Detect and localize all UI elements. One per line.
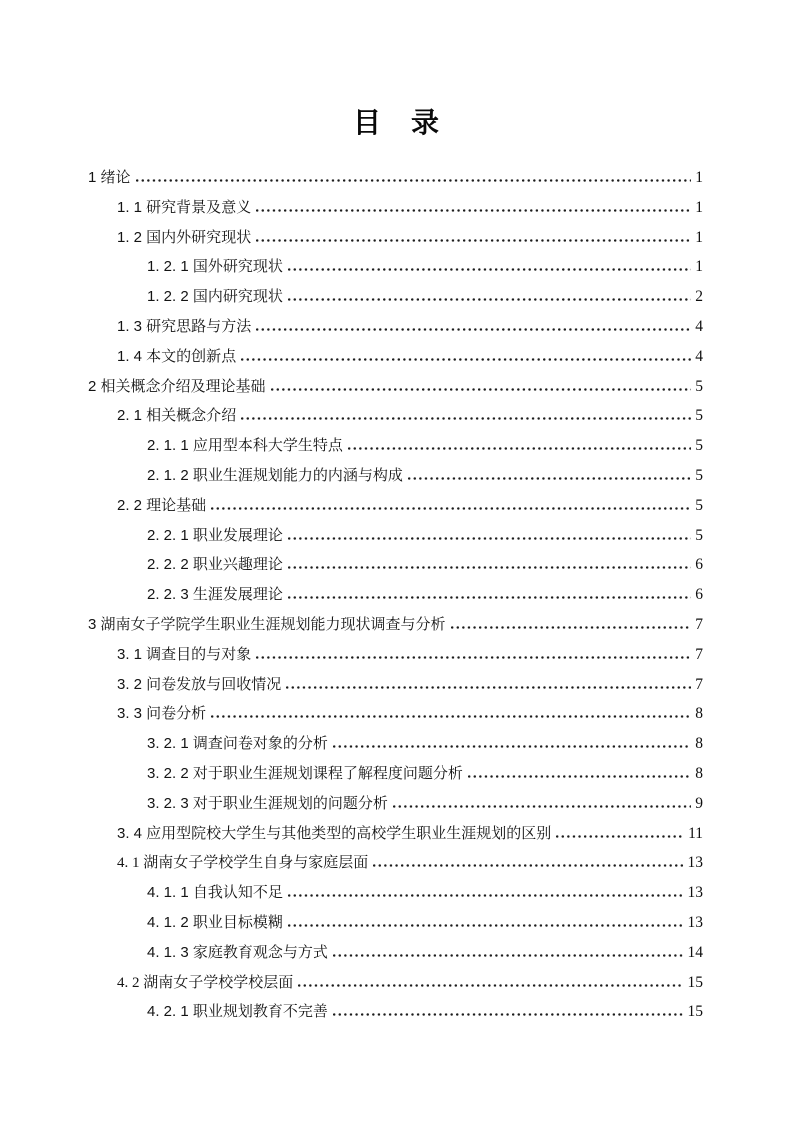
- toc-entry[interactable]: [88, 401, 703, 431]
- toc-entry-text: 4. 2 湖南女子学校: [117, 974, 234, 991]
- toc-entry-page: 5: [695, 466, 703, 484]
- dot-leader: [211, 507, 691, 510]
- dot-leader: [288, 537, 691, 540]
- toc-entry-label: [117, 848, 368, 879]
- toc-entry-label: [147, 729, 328, 759]
- toc-entry-page: 1: [695, 169, 703, 186]
- toc-list: [88, 163, 703, 1027]
- toc-entry[interactable]: [88, 312, 703, 342]
- toc-entry[interactable]: [88, 372, 703, 402]
- toc-entry-label: [117, 670, 281, 700]
- toc-entry-label: [147, 461, 403, 491]
- toc-entry-page: 13: [687, 854, 703, 872]
- toc-entry-label: [117, 968, 293, 999]
- toc-entry-text: 4. 2. 1 职业规划教育不完善: [147, 1003, 328, 1021]
- toc-entry[interactable]: [88, 491, 703, 521]
- dot-leader: [408, 477, 691, 480]
- toc-entry[interactable]: [88, 759, 703, 789]
- toc-entry-text: 1 绪论: [88, 169, 131, 186]
- toc-entry-text: 2. 1. 2 职业生涯规划能力的内涵与构成: [147, 466, 403, 484]
- toc-entry-text: 3. 2. 3 对于职业生涯规划的问题分析: [147, 794, 388, 812]
- toc-entry[interactable]: [88, 431, 703, 461]
- toc-entry-label: [147, 580, 283, 610]
- page-title: 目 录: [352, 107, 440, 138]
- dot-leader: [348, 447, 691, 450]
- toc-entry-page: 5: [695, 377, 703, 395]
- toc-entry-label: [147, 878, 283, 908]
- toc-entry[interactable]: [88, 223, 703, 253]
- toc-entry-page: 7: [695, 645, 703, 663]
- toc-entry-page: 13: [687, 884, 703, 902]
- toc-entry-text: 4. 1. 1 自我认知不足: [147, 884, 283, 902]
- toc-entry-page: 15: [687, 973, 703, 991]
- toc-entry-label: [117, 312, 251, 342]
- toc-entry-label: [117, 401, 236, 431]
- toc-entry-label: [147, 431, 343, 461]
- toc-entry[interactable]: [88, 610, 703, 640]
- dot-leader: [468, 775, 691, 778]
- toc-entry[interactable]: [88, 789, 703, 819]
- toc-entry-page: 5: [695, 407, 703, 425]
- toc-entry-page: 2: [695, 288, 703, 306]
- dot-leader: [136, 179, 692, 182]
- toc-entry-text: 2. 2. 3 生涯发展理论: [147, 586, 283, 604]
- toc-entry-page: 13: [687, 913, 703, 931]
- dot-leader: [288, 924, 684, 927]
- toc-entry-label: [147, 521, 283, 551]
- toc-entry-page: 11: [688, 824, 703, 842]
- toc-entry-label: [117, 640, 251, 670]
- toc-entry-text: 2. 1. 1 应用型本科大学生特点: [147, 437, 343, 455]
- toc-entry[interactable]: [88, 252, 703, 282]
- toc-entry-page: 5: [695, 526, 703, 544]
- toc-entry-page: 1: [695, 198, 703, 216]
- toc-entry[interactable]: [88, 670, 703, 700]
- toc-entry[interactable]: [88, 968, 703, 998]
- toc-entry[interactable]: [88, 550, 703, 580]
- toc-entry-page: 7: [695, 615, 703, 633]
- toc-entry-text: 1. 1 研究背景及意义: [117, 198, 252, 216]
- dot-leader: [288, 596, 691, 599]
- toc-entry-text: 1. 2 国内外研究现状: [117, 228, 252, 246]
- toc-entry-label: [147, 938, 328, 968]
- toc-entry-page: 4: [695, 317, 703, 335]
- toc-entry-label: [117, 491, 206, 521]
- dot-leader: [256, 209, 691, 212]
- dot-leader: [298, 984, 683, 987]
- toc-entry-text: 1. 2. 1 国外研究现状: [147, 258, 283, 276]
- toc-entry-label: [88, 610, 446, 640]
- toc-entry-label: [147, 759, 463, 789]
- dot-leader: [393, 805, 691, 808]
- toc-entry-text: 2 相关概念介绍及理论基础: [88, 377, 266, 395]
- toc-entry-page: 6: [695, 586, 703, 604]
- toc-entry-text: 4. 1. 3 家庭教育观念与方式: [147, 943, 328, 961]
- dot-leader: [556, 835, 684, 838]
- toc-entry[interactable]: [88, 193, 703, 223]
- toc-entry-text: 1. 3 研究思路与方法: [117, 317, 252, 335]
- dot-leader: [333, 1013, 684, 1016]
- dot-leader: [241, 358, 691, 361]
- toc-entry-page: 6: [695, 556, 703, 574]
- toc-entry-page: 9: [695, 794, 703, 812]
- dot-leader: [288, 298, 691, 301]
- toc-entry-label: [147, 252, 283, 282]
- toc-entry-text: 学生自身与家庭层面: [233, 854, 369, 872]
- toc-entry-label: [117, 223, 251, 253]
- toc-entry-page: 8: [695, 735, 703, 753]
- toc-entry-label: [117, 342, 236, 372]
- dot-leader: [211, 715, 691, 718]
- dot-leader: [288, 268, 691, 271]
- toc-entry-page: 8: [695, 764, 703, 782]
- toc-entry[interactable]: [88, 699, 703, 729]
- toc-entry-text: 3. 2. 2 对于职业生涯规划课程了解程度问题分析: [147, 764, 463, 782]
- dot-leader: [256, 656, 691, 659]
- dot-leader: [286, 686, 691, 689]
- toc-entry-label: [147, 908, 283, 938]
- toc-entry-text: 3. 2. 1 调查问卷对象的分析: [147, 735, 328, 753]
- dot-leader: [256, 328, 691, 331]
- toc-entry[interactable]: [88, 282, 703, 312]
- toc-entry-page: 1: [695, 258, 703, 276]
- toc-entry-text: 2. 2. 1 职业发展理论: [147, 526, 283, 544]
- toc-entry-page: 8: [695, 705, 703, 723]
- dot-leader: [241, 417, 691, 420]
- toc-entry-text: 3. 4 应用型院校大学生与其他类型的高校学生职业生涯规划的区别: [117, 824, 552, 842]
- toc-entry-label: [88, 372, 266, 402]
- dot-leader: [271, 388, 692, 391]
- toc-entry-text: 1. 4 本文的创新点: [117, 347, 237, 365]
- toc-entry-page: 7: [695, 675, 703, 693]
- toc-entry-text: 3. 1 调查目的与对象: [117, 645, 252, 663]
- toc-entry-text: 2. 2. 2 职业兴趣理论: [147, 556, 283, 574]
- toc-entry-text: 3. 3 问卷分析: [117, 705, 207, 723]
- dot-leader: [333, 745, 691, 748]
- toc-entry-label: [88, 163, 131, 193]
- toc-entry[interactable]: [88, 819, 703, 849]
- dot-leader: [288, 894, 684, 897]
- dot-leader: [451, 626, 692, 629]
- toc-entry-text: 1. 2. 2 国内研究现状: [147, 288, 283, 306]
- toc-entry[interactable]: [88, 342, 703, 372]
- toc-entry[interactable]: [88, 908, 703, 938]
- toc-entry-label: [147, 997, 328, 1027]
- toc-entry[interactable]: [88, 938, 703, 968]
- dot-leader: [373, 864, 683, 867]
- toc-entry-text: 学校层面: [233, 973, 294, 991]
- toc-entry[interactable]: [88, 729, 703, 759]
- toc-entry-page: 5: [695, 496, 703, 514]
- toc-entry[interactable]: [88, 640, 703, 670]
- toc-entry[interactable]: [88, 163, 703, 193]
- toc-entry-label: [117, 699, 206, 729]
- dot-leader: [256, 239, 691, 242]
- toc-entry[interactable]: [88, 580, 703, 610]
- toc-entry-page: 15: [687, 1003, 703, 1021]
- toc-entry-label: [147, 282, 283, 312]
- toc-entry-page: 4: [695, 347, 703, 365]
- toc-entry-text: 3 湖南女子学院学生职业生涯规划能力现状调查与分析: [88, 615, 446, 633]
- toc-entry-label: [117, 193, 251, 223]
- toc-entry-label: [147, 550, 283, 580]
- toc-entry-page: 5: [695, 437, 703, 455]
- toc-entry[interactable]: [88, 521, 703, 551]
- toc-entry[interactable]: [88, 461, 703, 491]
- toc-entry-page: 1: [695, 228, 703, 246]
- toc-entry[interactable]: [88, 997, 703, 1027]
- toc-entry-text: 4. 1 湖南女子学校: [117, 855, 234, 872]
- toc-entry-label: [117, 819, 551, 849]
- toc-entry-text: 3. 2 问卷发放与回收情况: [117, 675, 282, 693]
- toc-entry-text: 2. 2 理论基础: [117, 496, 207, 514]
- toc-entry-label: [147, 789, 388, 819]
- toc-entry-page: 14: [687, 943, 703, 961]
- toc-entry-text: 2. 1 相关概念介绍: [117, 407, 237, 425]
- toc-entry[interactable]: [88, 878, 703, 908]
- toc-entry[interactable]: [88, 848, 703, 878]
- toc-entry-text: 4. 1. 2 职业目标模糊: [147, 913, 283, 931]
- dot-leader: [333, 954, 684, 957]
- dot-leader: [288, 566, 691, 569]
